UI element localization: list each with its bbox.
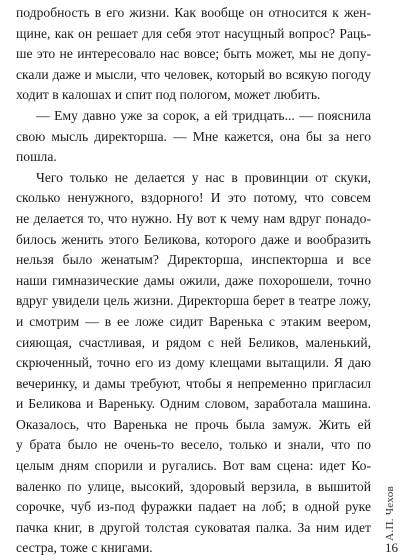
text-line: пошла. [16, 149, 57, 165]
text-line: и смотрим — в ее ложе сидит Варенька с этаким веером, [16, 313, 371, 329]
text-line: скали даже и мысли, что человек, который во всякую погоду [16, 66, 371, 82]
text-line: — Ему давно уже за сорок, а ей тридцать... — пояснила [36, 107, 371, 123]
text-line: билось женить этого Беликова, которого даже и вообразить [16, 231, 371, 247]
text-line: ше это не интересовало нас вовсе; быть может, мы не допу- [16, 46, 371, 62]
text-line: не делается то, что нужно. Ну вот к чему нам вдруг понадо- [16, 210, 371, 226]
text-line: вечеринку, и дамы требуют, чтобы я непременно пригласил [16, 375, 371, 391]
text-line: Оказалось, что Варенька не прочь была замуж. Жить ей [16, 416, 371, 432]
text-line: и Беликова и Вареньку. Одним словом, заработала машина. [16, 396, 371, 412]
text-line: наши гимназические дамы ожили, даже похорошели, точно [16, 272, 371, 288]
text-line: сестра, тоже с книгами. [16, 540, 153, 556]
body-text [16, 3, 371, 559]
text-line: нельзя было женатым? Директорша, инспекторша и все [16, 252, 371, 268]
running-head-author: А.П. Чехов [384, 486, 396, 541]
text-line: щине, как он решает для себя этот насущный вопрос? Раць- [16, 25, 371, 41]
text-line: у брата было не очень-то весело, только и знали, что по [16, 437, 371, 453]
text-line: Чего только не делается у нас в провинции от скуки, [36, 169, 371, 185]
text-line: свою мысль директорша. — Мне кажется, она бы за него [16, 128, 371, 144]
text-line: ходит в калошах и спит под пологом, может любить. [16, 87, 321, 103]
text-line: вдруг увидели цель жизни. Директорша берет в театре ложу, [16, 293, 371, 309]
text-line: скрюченный, точно его из дому клещами вытащили. Я даю [16, 355, 371, 371]
text-line: подробность в его жизни. Как вообще он относится к жен- [16, 5, 371, 20]
text-line: сорочке, чуб из-под фуражки падает на лоб; в одной руке [16, 499, 371, 515]
page-number: 16 [385, 540, 398, 555]
text-line: сияющая, счастливая, и рядом с ней Беликов, маленький, [16, 334, 371, 350]
text-line: сколько ненужного, вздорного! И это потому, что совсем [16, 190, 371, 206]
text-line: валенко по улице, высокий, здоровый верзила, в вышитой [16, 478, 371, 494]
text-line: пачка книг, в другой толстая суковатая палка. За ним идет [16, 519, 371, 535]
text-line: целым дням спорили и ругались. Вот вам сцена: идет Ко- [16, 458, 371, 474]
